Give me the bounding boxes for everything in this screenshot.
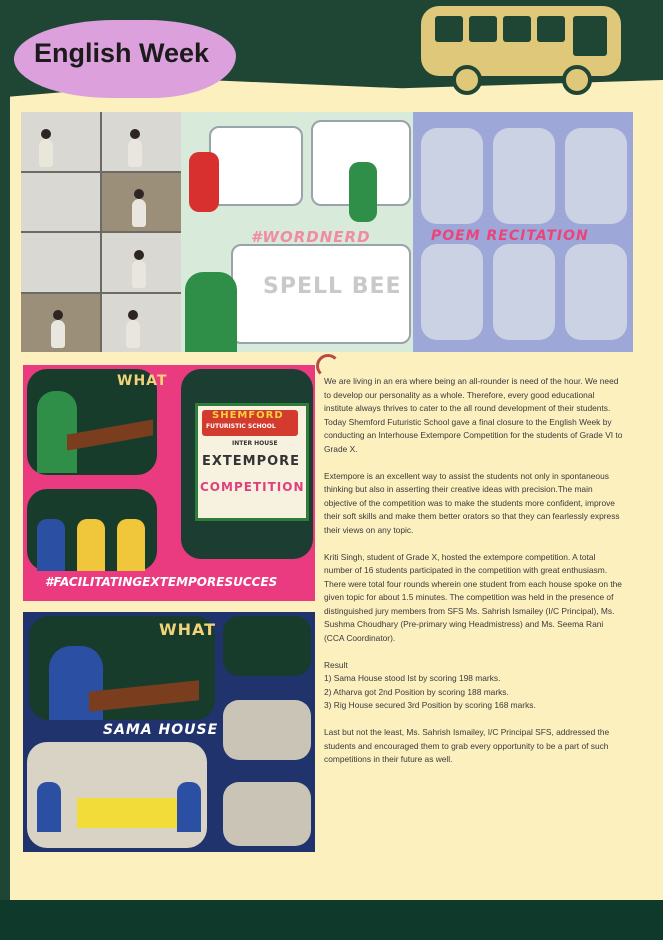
photo-facilitating-extempore [23,365,315,601]
poem-tag: POEM RECITATION [431,228,589,244]
desk [77,798,177,828]
result-section [324,659,624,713]
photo-grid-students [21,112,181,352]
student-figure [185,272,237,352]
photo-tile [421,128,483,224]
result-heading: Result [324,659,348,670]
student-figure [77,519,105,571]
photo-tile [29,616,215,720]
podium [67,419,153,450]
photo-tile [27,369,168,475]
student-figure [177,782,201,832]
article-paragraph-3: Kriti Singh, student of Grade X, hosted the extempore competition. A total number of 16 students participated in the competition with great enthusiasm. There were total four rounds wherein one student from each house spoke on the given topic for about 1.5 minutes. The competition was held in the presence of distinguished jury members from SFS Ms. Sahrish Ismailey (I/C Principal), Ms. Sushma Choudhary (Pre-primary wing Headmistress) and Ms. Seema Rani (CCA Coordinator). [324,551,622,643]
board-title-1: EXTEMPORE [202,454,301,469]
banner-what-text: WHAT [117,373,168,389]
photo-cell [102,233,181,292]
photo-tile [181,369,313,559]
photo-tile [493,244,555,340]
article-paragraph-2: Extempore is an excellent way to assist the students not only in spontaneous thinking but also in asserting their creative ideas with precision.The main objective of the competition was to make the students more confident, improve their soft skills and make them better orators so that they can fearlessly express their views on any topic. [324,470,620,535]
student-figure [37,391,77,473]
whiteboard [231,244,411,344]
photo-cell [21,294,100,353]
facilitating-tag: #FACILITATINGEXTEMPORESUCCES [45,575,278,589]
photo-tile [223,616,311,676]
sama-tag: SAMA HOUSE [103,722,219,738]
photo-tile [223,782,311,846]
student-figure [189,152,219,212]
student-figure [37,519,65,571]
photo-tile [27,742,207,848]
banner-what-text-2: WHAT [159,620,217,639]
photo-sama-house [23,612,315,852]
board-title-2: COMPETITION [200,480,305,494]
photo-cell [21,112,100,171]
photo-cell [102,173,181,232]
article-paragraph-1: We are living in an era where being an all-rounder is need of the hour. We need to develop our personality as a whole. Therefore, every good educational institute always thrives to cater to the all round development of their students. Today Shemford Futuristic School gave a final closure to the English Week by conducting an Interhouse Extempore Competition for the students of Grade VI to Grade X. [324,376,623,454]
photo-poem-recitation [413,112,633,352]
podium [89,680,199,712]
photo-cell [102,112,181,171]
photo-cell [102,294,181,353]
photo-tile [493,128,555,224]
school-bus-icon [413,0,633,95]
result-item: 1) Sama House stood Ist by scoring 198 marks. [324,673,501,683]
photo-tile [565,244,627,340]
spell-bee-text: SPELL BEE [263,274,402,299]
photo-cell [21,173,100,232]
board-school-line2: FUTURISTIC SCHOOL [206,423,276,430]
board-school-line1: SHEMFORD [212,410,284,421]
student-figure [37,782,61,832]
student-figure [349,162,377,222]
competition-board [195,403,309,521]
wordnerd-tag: #WORDNERD [251,228,371,246]
article-body [324,375,624,780]
photo-cell [21,233,100,292]
photo-tile [223,700,311,760]
result-item: 3) Rig House secured 3rd Position by scoring 168 marks. [324,700,536,710]
student-figure [117,519,145,571]
photo-tile [421,244,483,340]
bottom-band [0,900,663,940]
article-paragraph-4: Last but not the least, Ms. Sahrish Ismailey, I/C Principal SFS, addressed the students and encouraged them to grab every opportunity to be a part of such competitions in their future as well. [324,727,610,764]
page-title: English Week [34,38,210,68]
result-item: 2) Atharva got 2nd Position by scoring 188 marks. [324,686,509,697]
photo-tile [565,128,627,224]
whiteboard [209,126,303,206]
photo-wordnerd [181,112,413,352]
board-subtitle: INTER HOUSE [232,440,278,447]
photo-tile [27,489,157,571]
